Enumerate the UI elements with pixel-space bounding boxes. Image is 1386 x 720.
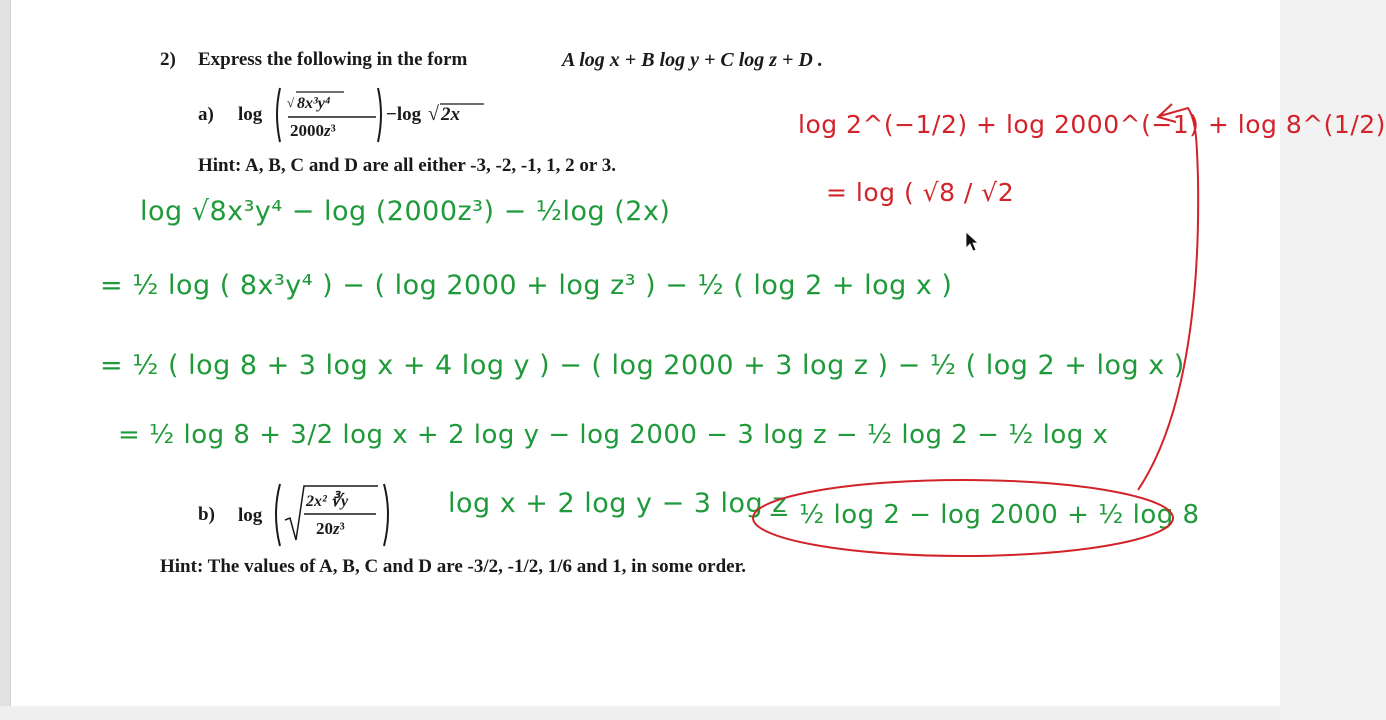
svg-text:√: √ (287, 95, 295, 110)
work-line-1: log √8x³y⁴ − log (2000z³) − ½log (2x) (140, 196, 671, 227)
svg-text:log: log (238, 505, 263, 526)
svg-text:√: √ (428, 103, 439, 125)
work-line-5-circled: − ½ log 2 − log 2000 + ½ log 8 (768, 500, 1200, 530)
problem-instruction: Express the following in the form (198, 49, 468, 70)
part-a-label: a) (198, 104, 214, 125)
left-gutter (0, 0, 11, 720)
part-b-expression-graphic (238, 478, 398, 550)
work-line-3: = ½ ( log 8 + 3 log x + 4 log y ) − ( log 2000 + 3 log z ) − ½ ( log 2 + log x ) (100, 350, 1185, 381)
part-a-expression-graphic (238, 80, 498, 148)
part-b-label: b) (198, 504, 215, 525)
red-work-line-2: = log ( √8 / √2 (826, 178, 1015, 207)
work-line-4: = ½ log 8 + 3/2 log x + 2 log y − log 2000 − 3 log z − ½ log 2 − ½ log x (118, 420, 1109, 450)
part-a-expression (238, 80, 498, 148)
svg-text:20z³: 20z³ (316, 519, 345, 538)
svg-text:2000z³: 2000z³ (290, 121, 336, 140)
svg-text:−log: −log (386, 104, 422, 125)
bottom-strip (0, 706, 1280, 720)
part-b-hint: Hint: The values of A, B, C and D are -3/2, -1/2, 1/6 and 1, in some order. (160, 556, 747, 577)
work-line-2: = ½ log ( 8x³y⁴ ) − ( log 2000 + log z³ ) − ½ ( log 2 + log x ) (100, 270, 953, 301)
part-a-hint: Hint: A, B, C and D are all either -3, -2, -1, 1, 2 or 3. (198, 155, 616, 176)
work-line-5-start: log x + 2 log y − 3 log z (448, 488, 787, 519)
svg-text:2x: 2x (441, 104, 460, 125)
svg-text:log: log (238, 104, 263, 125)
svg-text:2x² ∛y: 2x² ∛y (306, 493, 349, 510)
red-work-line-1: log 2^(−1/2) + log 2000^(−1) + log 8^(1/2) (798, 110, 1386, 139)
problem-form: A log x + B log y + C log z + D . (562, 49, 823, 71)
part-b-expression (238, 478, 398, 550)
svg-text:8x³y⁴: 8x³y⁴ (297, 95, 331, 112)
problem-number: 2) (160, 49, 176, 70)
